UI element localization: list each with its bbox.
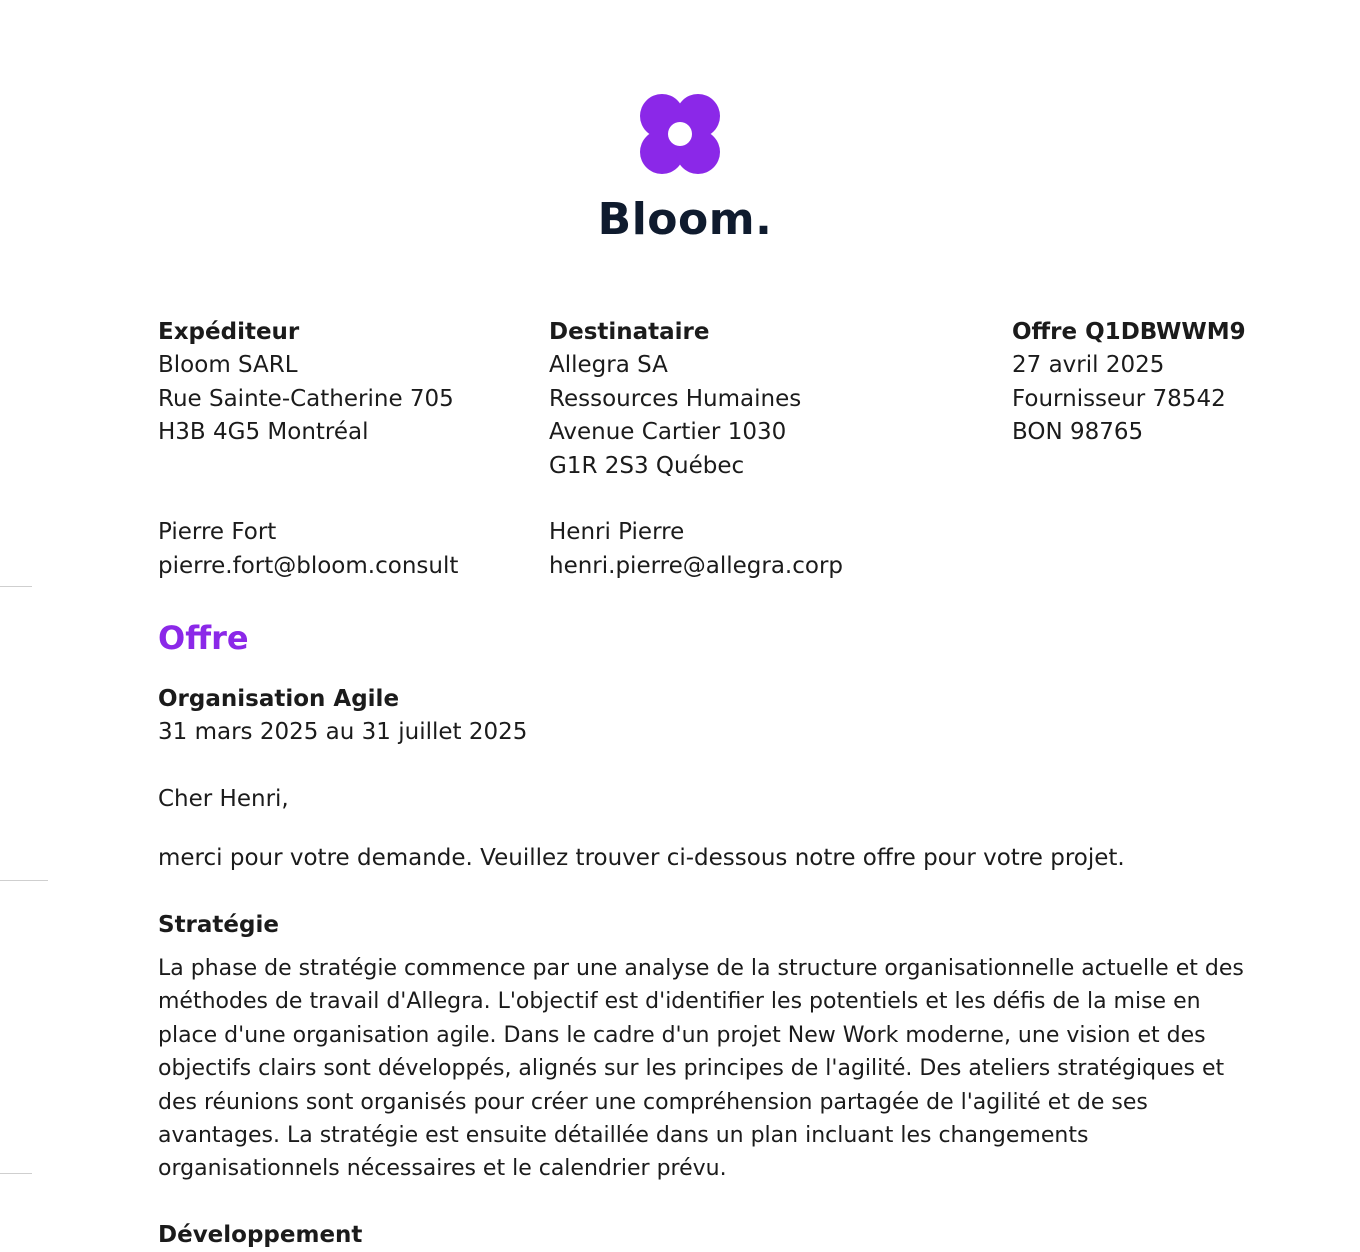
fold-mark-middle <box>0 880 48 881</box>
recipient-contact-name: Henri Pierre <box>549 519 685 546</box>
offer-body <box>158 612 1248 1252</box>
sender-street: Rue Sainte-Catherine 705 <box>158 385 454 412</box>
flower-logo-icon <box>638 92 722 176</box>
recipient-city: G1R 2S3 Québec <box>549 452 745 479</box>
offer-order: BON 98765 <box>1012 419 1144 446</box>
offer-number: Offre Q1DBWWM9 <box>1012 319 1246 345</box>
project-period: 31 mars 2025 au 31 juillet 2025 <box>158 719 528 746</box>
section-heading-strategy: Stratégie <box>158 911 279 938</box>
fold-mark-top <box>0 586 32 587</box>
sender-block <box>158 316 458 583</box>
offer-meta-block <box>1012 316 1246 450</box>
intro-text: merci pour votre demande. Veuillez trouver ci-dessous notre offre pour votre projet. <box>158 845 1125 872</box>
offer-title: Offre <box>158 619 249 657</box>
section-text-strategy: La phase de stratégie commence par une analyse de la structure organisationnelle actuelle et des méthodes de travail d'Allegra. L'objectif est d'identifier les potentiels et les défis de la mise en place d'une organisation agile. Dans le cadre d'un projet New Work moderne, une vision et des objectifs clairs sont développés, alignés sur les principes de l'agilité. Des ateliers stratégiques et des réunions sont organisés pour créer une compréhension partagée de l'agilité et de ses avantages. La stratégie est ensuite détaillée dans un plan incluant les changements organisationnels nécessaires et le calendrier prévu. <box>158 956 1244 1182</box>
sender-company: Bloom SARL <box>158 352 298 379</box>
offer-supplier: Fournisseur 78542 <box>1012 385 1226 412</box>
fold-mark-bottom <box>0 1173 32 1174</box>
sender-contact-email[interactable]: pierre.fort@bloom.consult <box>158 552 459 579</box>
offer-date: 27 avril 2025 <box>1012 352 1165 379</box>
recipient-contact-email[interactable]: henri.pierre@allegra.corp <box>549 552 844 579</box>
sender-city: H3B 4G5 Montréal <box>158 419 369 446</box>
section-heading-development: Développement <box>158 1221 363 1248</box>
recipient-street: Avenue Cartier 1030 <box>549 419 787 446</box>
recipient-department: Ressources Humaines <box>549 385 802 412</box>
brand-name: Bloom. <box>597 194 773 245</box>
greeting: Cher Henri, <box>158 785 289 812</box>
recipient-label: Destinataire <box>549 319 710 345</box>
company-logo <box>0 92 1360 245</box>
sender-label: Expéditeur <box>158 319 300 345</box>
project-name: Organisation Agile <box>158 686 400 712</box>
sender-contact-name: Pierre Fort <box>158 519 277 546</box>
recipient-block <box>549 316 843 583</box>
recipient-company: Allegra SA <box>549 352 668 379</box>
